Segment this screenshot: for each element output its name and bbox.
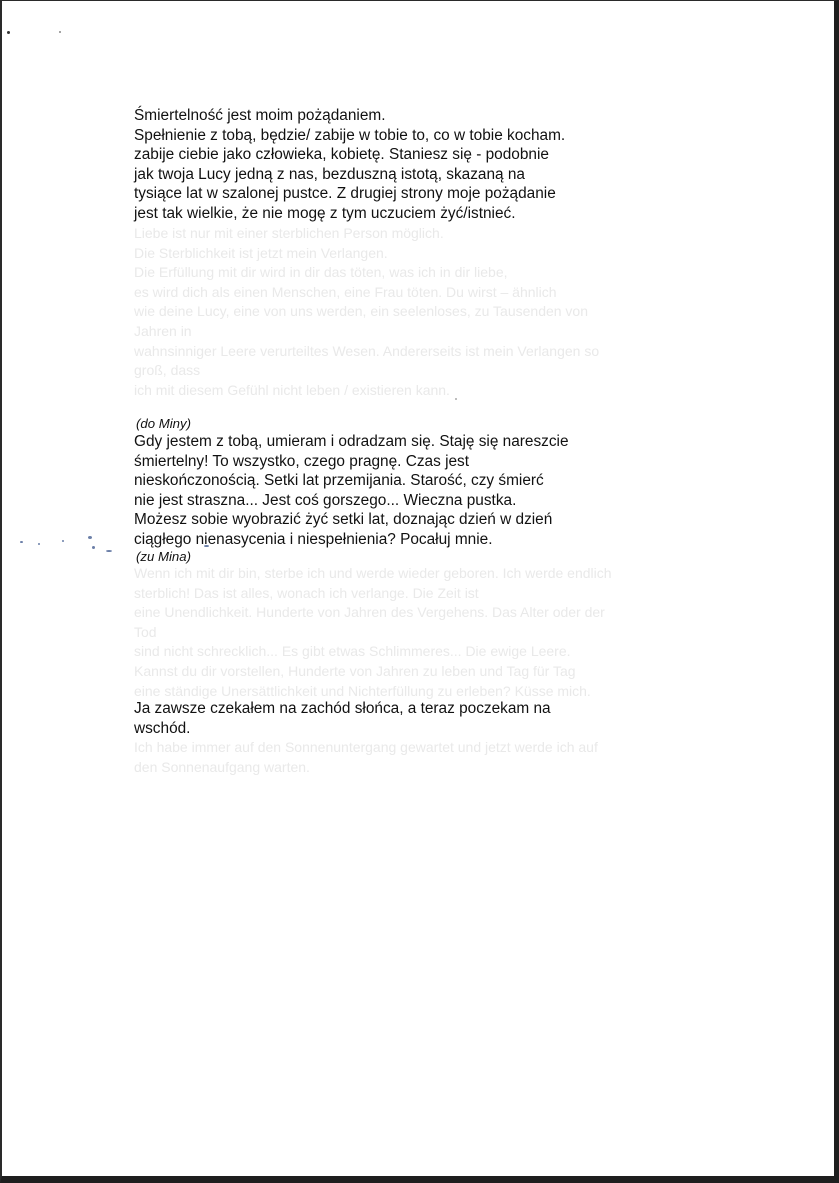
text-line: wschód. [134, 719, 191, 737]
ghost-line: Die Sterblichkeit ist jetzt mein Verlangen. [134, 244, 388, 261]
faint-ghost-text-3 [134, 738, 714, 777]
paragraph-polish-3 [134, 699, 654, 738]
text-line: jest tak wielkie, że nie mogę z tym uczuciem żyć/istnieć. [134, 204, 516, 222]
text-line: Gdy jestem z tobą, umieram i odradzam się. Staję się nareszcie [134, 433, 569, 450]
scan-speck [62, 540, 64, 542]
ghost-line: Liebe ist nur mit einer sterblichen Person möglich. [134, 225, 444, 241]
ghost-line: eine ständige Unersättlichkeit und Nichterfüllung zu erleben? Küsse mich. [134, 682, 591, 699]
text-line: śmiertelny! To wszystko, czego pragnę. Czas jest [134, 452, 470, 470]
stage-direction-2: (zu Mina) [136, 549, 191, 564]
scan-speck [7, 31, 10, 34]
text-line: nieskończonością. Setki lat przemijania. Starość, czy śmierć [134, 472, 544, 490]
text-line: nie jest straszna... Jest coś gorszego... Wieczna pustka. [134, 491, 517, 509]
paragraph-polish-1 [134, 106, 654, 224]
ghost-line: wie deine Lucy, eine von uns werden, ein seelenloses, zu Tausenden von [134, 303, 589, 320]
ghost-line: Ich habe immer auf den Sonnenuntergang gewartet und jetzt werde ich auf [134, 739, 598, 755]
scan-speck [92, 546, 95, 549]
ghost-line: sind nicht schrecklich... Es gibt etwas Schlimmeres... Die ewige Leere. [134, 643, 571, 660]
text-line: Śmiertelność jest moim pożądaniem. [134, 107, 386, 124]
ghost-line: Tod [134, 623, 157, 640]
ghost-line: Wenn ich mit dir bin, sterbe ich und werde wieder geboren. Ich werde endlich [134, 565, 612, 581]
text-line: zabije ciebie jako człowieka, kobietę. Staniesz się - podobnie [134, 146, 549, 164]
scan-speck [38, 543, 40, 545]
ghost-line: Jahren in [134, 322, 192, 339]
scan-speck [88, 536, 92, 539]
ghost-line: sterblich! Das ist alles, wonach ich verlange. Die Zeit ist [134, 584, 479, 601]
scan-speck [20, 541, 23, 543]
faint-ghost-text-1 [134, 224, 714, 400]
text-line: Spełnienie z tobą, będzie/ zabije w tobie to, co w tobie kocham. [134, 126, 566, 144]
ghost-line: den Sonnenaufgang warten. [134, 758, 310, 775]
scan-speck [59, 31, 61, 33]
scan-speck [106, 550, 112, 552]
text-line: ciągłego nienasycenia i niespełnienia? Pocałuj mnie. [134, 530, 493, 548]
text-line: Ja zawsze czekałem na zachód słońca, a teraz poczekam na [134, 700, 551, 717]
ghost-line: eine Unendlichkeit. Hunderte von Jahren des Vergehens. Das Alter oder der [134, 604, 605, 621]
text-line: Możesz sobie wyobrazić żyć setki lat, doznając dzień w dzień [134, 511, 553, 529]
ghost-line: es wird dich als einen Menschen, eine Frau töten. Du wirst – ähnlich [134, 283, 557, 300]
text-line: jak twoja Lucy jedną z nas, bezduszną istotą, skazaną na [134, 165, 525, 183]
ghost-line: Die Erfüllung mit dir wird in dir das töten, was ich in dir liebe, [134, 264, 508, 281]
text-line: tysiące lat w szalonej pustce. Z drugiej strony moje pożądanie [134, 185, 556, 203]
stage-direction-1: (do Miny) [136, 416, 191, 431]
ghost-line: ich mit diesem Gefühl nicht leben / existieren kann. [134, 381, 450, 398]
paragraph-polish-2 [134, 432, 654, 550]
ghost-line: groß, dass [134, 362, 201, 379]
faint-ghost-text-2 [134, 564, 714, 701]
ghost-line: wahnsinniger Leere verurteiltes Wesen. Andererseits ist mein Verlangen so [134, 342, 600, 359]
ghost-line: Kannst du dir vorstellen, Hunderte von Jahren zu leben und Tag für Tag [134, 662, 576, 679]
